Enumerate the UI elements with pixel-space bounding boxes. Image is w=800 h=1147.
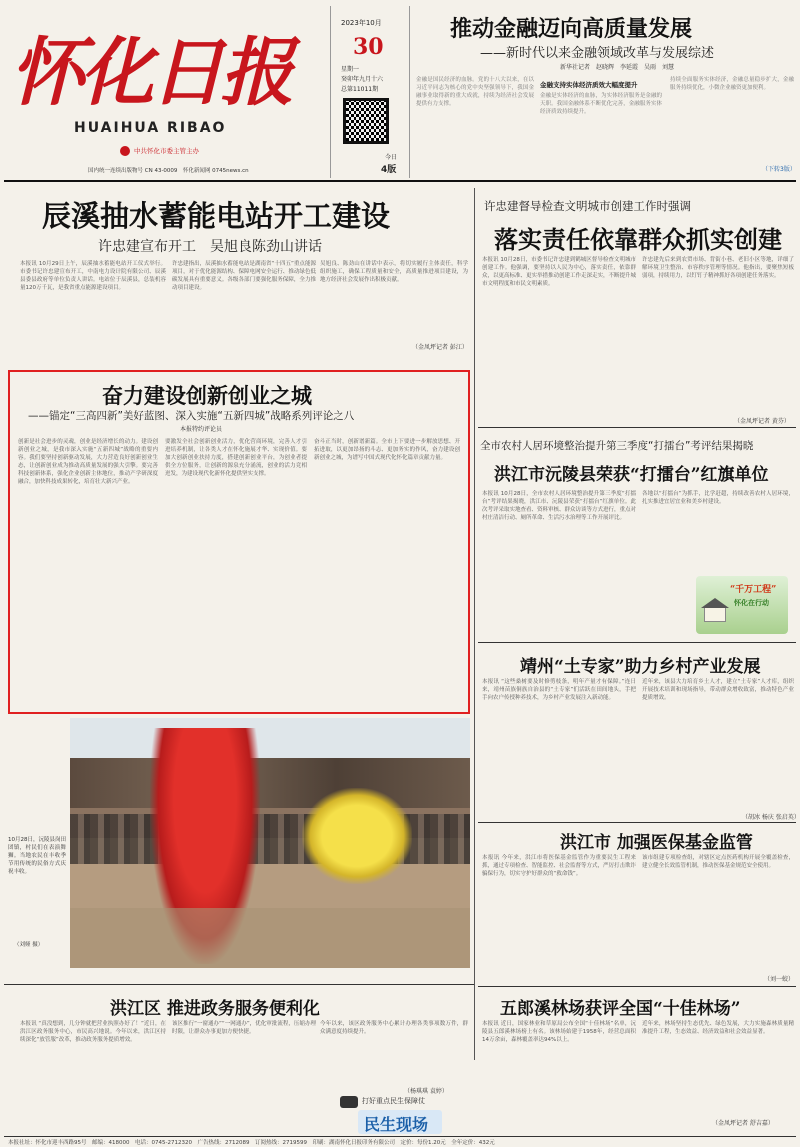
headline2-title: 落实责任依靠群众抓实创建 (494, 225, 782, 254)
service-byline: （杨琪琪 袁婷） (404, 1088, 448, 1095)
slogan-main: “千万工程” (730, 585, 777, 595)
lunar-date: 癸卯年九月十六 (341, 76, 384, 83)
experts-body-col2: 近年来，该县大力培育乡土人才，建立“土专家”人才库，组织开展技术培训和现场指导，带动群众增收致富，推动特色产业提质增效。 (642, 679, 794, 701)
yellow-lion-icon (302, 788, 412, 884)
village-roof-icon (701, 598, 729, 608)
commentary-body-col2: 要激发全社会创新创业活力，优化营商环境，完善人才引进培养机制，让各类人才在怀化施展才华、实现价值。要加大创新创业扶持力度，搭建创新创业平台，为创业者提供全方位服务，让创新的源泉充分涌流，创业的活力竞相迸发，为建设现代化新怀化提供坚实支撑。 (165, 439, 307, 477)
commentary-subtitle: ——锚定“三高四新”美好蓝图、深入实施“五新四城”战略系列评论之八 (28, 410, 355, 422)
experts-body-col1: 本报讯 “这些桑树要及时修剪枝条，明年产量才有保障。”连日来，靖州苗族侗族自治县的“土专家”们活跃在田间地头，手把手向农户传授种养技术，为乡村产业发展注入新动能。 (482, 679, 636, 701)
commentary-author: 本报特约评论员 (180, 426, 223, 433)
experts-title: 靖州“土专家”助力乡村产业发展 (520, 657, 761, 677)
banner-top: 打好重点民生保障仗 (362, 1097, 425, 1105)
award-kicker: 全市农村人居环境整治提升第三季度“打擂台”考评结果揭晓 (480, 440, 754, 452)
lead-story-title: 推动金融迈向高质量发展 (450, 16, 693, 42)
lead-story-byline: 新华社记者 赵晓辉 李延霞 吴雨 刘慧 (560, 64, 675, 71)
issn-line: 国内统一连续出版物号 CN 43-0009 怀化新闻网 0745news.cn (88, 168, 249, 174)
lead-story-body-col1: 金融是国民经济的血脉。党的十八大以来，在以习近平同志为核心的党中央坚强领导下，我国金融事业取得新的重大成就，持续为经济社会发展提供有力支撑。 (416, 77, 534, 107)
medical-body-col1: 本报讯 今年来，洪江市将医保基金监管作为重要民生工程来抓，通过专项检查、智能监控、社会监督等方式，严厉打击欺诈骗保行为，切实守护好群众的“救命钱”。 (482, 855, 636, 877)
service-body-col3: 今年以来，该区政务服务中心累计办理各类事项数万件，群众满意度持续提升。 (320, 1021, 468, 1035)
date-day: 30 (353, 34, 384, 60)
commentary-body-col3: 奋斗正当时，创新谱新篇。全市上下要进一步解放思想、开拓进取，以更加昂扬的斗志、更加务实的作风，奋力建设创新创业之城，为谱写中国式现代化怀化篇章贡献力量。 (314, 439, 460, 461)
lead-story-body-col3: 持续全面服务实体经济，金融总量稳步扩大，金融服务持续优化，小微企业融资更加便利。 (670, 77, 794, 91)
headline2-body-col1: 本报讯 10月28日，市委书记许忠建到鹤城区督导检查文明城市创建工作。他强调，要坚持以人民为中心，落实责任，依靠群众，以更高标准、更实举措推动创建工作走深走实，不断提升城市文明程度和市民文明素质。 (482, 257, 636, 287)
service-body-col2: 该区推行“一窗通办”“一网通办”，优化审批流程，压缩办理时限，让群众办事更加方便快捷。 (172, 1021, 316, 1035)
newspaper-pinyin: HUAIHUA RIBAO (74, 120, 227, 136)
award-body-col2: 各地以“打擂台”为抓手，比学赶超，持续改善农村人居环境，扎实推进宜居宜业和美乡村建设。 (642, 491, 794, 505)
photo-credit: （刘娅 摄） (14, 942, 44, 948)
masthead (0, 0, 800, 182)
commentary-body-col1: 创新是社会进步的灵魂，创业是经济增长的动力。建设创新创业之城，是我市深入实施“五新四城”战略的重要内容。我们要坚持创新驱动发展，大力营造良好创新创业生态，让创新创业成为推动高质量发展的强大引擎。要完善科技创新体系，强化企业创新主体地位，推动产学研深度融合，加快科技成果转化，培育壮大新兴产业。 (18, 439, 158, 485)
publisher: 中共怀化市委主管主办 (134, 147, 199, 155)
experts-byline: （胡冰 杨庆 张启英） (742, 814, 800, 821)
qr-code-icon (343, 98, 389, 144)
pages-label: 今日 (385, 154, 398, 161)
ground (70, 908, 470, 968)
medical-title: 洪江市 加强医保基金监管 (560, 833, 753, 853)
forest-body-col2: 近年来，林场坚持生态优先、绿色发展，大力实施森林质量精准提升工程，生态效益、经济效益和社会效益显著。 (642, 1021, 794, 1035)
forest-byline: （金凤坪记者 舒吉嘉） (712, 1120, 774, 1127)
lead-story-subtitle: ——新时代以来金融领域改革与发展综述 (480, 46, 715, 61)
weekday: 星期一 (341, 66, 360, 73)
award-body-col1: 本报讯 10月28日，全市农村人居环境整治提升第三季度“打擂台”考评结果揭晓，洪江市、沅陵县荣获“打擂台”红旗单位。此次考评采取实地查看、资料审核、群众访谈等方式进行，重点对村庄清洁行动、厕所革命、生活污水治理等工作开展评比。 (482, 491, 636, 521)
award-illustration (696, 576, 788, 634)
slogan-sub: 怀化在行动 (734, 599, 769, 607)
party-emblem-icon (120, 146, 130, 156)
lead-story-continue: （下转3版） (762, 166, 796, 173)
newspaper-logo: 怀化日报 (10, 30, 290, 116)
headline1-body-col3: 吴旭良、陈劲山在讲话中表示，将切实履行主体责任，科学组织施工，确保工程质量和安全，高质量推进项目建设，为地方经济社会发展作出积极贡献。 (320, 261, 468, 283)
photo-caption: 10月28日，沅陵县岗田团镇，村民们在表演舞狮。当地农民在丰收季节用传统的民俗方式庆祝丰收。 (8, 837, 66, 875)
headline2-byline: （金凤坪记者 黄芬） (734, 418, 790, 425)
award-title: 洪江市沅陵县荣获“打擂台”红旗单位 (494, 465, 769, 485)
medical-body-col2: 该市组建专项检查组，对辖区定点医药机构开展全覆盖检查，建立健全长效监管机制，推动医保基金规范安全使用。 (642, 855, 794, 869)
headline2-body-col2: 许忠建先后来到农贸市场、背街小巷、老旧小区等地，详细了解环境卫生整治、市容秩序管理等情况。他指出，要聚焦短板弱项，持续用力，以钉钉子精神抓好各项创建任务落实。 (642, 257, 794, 279)
commentary-title: 奋力建设创新创业之城 (102, 383, 312, 408)
banner-main: 民生现场 (364, 1115, 429, 1134)
commentary-box (8, 370, 470, 714)
lead-story-body-col2: 金融是实体经济的血脉，为实体经济服务是金融的天职。我国金融体系不断优化完善，金融服务实体经济质效持续提升。 (540, 93, 662, 115)
camera-icon (340, 1096, 358, 1108)
headline1-body-col1: 本报讯 10月29日上午，辰溪抽水蓄能电站开工仪式举行。市委书记许忠建宣布开工，中南电力设计院有限公司、辰溪县委县政府等单位负责人讲话。电站位于辰溪县，总装机容量120万千瓦，是我省重点能源建设项目。 (20, 261, 166, 291)
headline1-body-col2: 许忠建指出，辰溪抽水蓄能电站是湖南省“十四五”重点能源项目，对于优化能源结构、保障电网安全运行、推动绿色低碳发展具有重要意义。各级各部门要强化服务保障，全力推动项目建设。 (172, 261, 316, 291)
forest-title: 五郎溪林场获评全国“十佳林场” (500, 999, 741, 1019)
date-box (330, 6, 410, 178)
minsheng-banner (338, 1094, 458, 1140)
issue-number: 总第11011期 (341, 86, 379, 93)
footer-info: 本报社址：怀化市迎丰西路95号 邮编：418000 电话：0745-2712320 广告热线：2712089 订阅热线：2719599 印刷：湖南怀化日报印务有限公司 定价：每份1.20元 全年定价：432元 (8, 1140, 495, 1146)
headline1-subtitle: 许忠建宣布开工 吴旭良陈劲山讲话 (98, 239, 322, 255)
lion-dance-photo (70, 718, 470, 968)
headline1-title: 辰溪抽水蓄能电站开工建设 (42, 199, 391, 233)
forest-body-col1: 本报讯 近日，国家林业和草原局公布全国“十佳林场”名单，沅陵县五郎溪林场榜上有名。该林场始建于1958年，经营总面积14万余亩，森林覆盖率达94%以上。 (482, 1021, 636, 1043)
medical-byline: （刘一蛟） (764, 976, 795, 983)
service-title: 洪江区 推进政务服务便利化 (110, 999, 320, 1019)
service-body-col1: 本报讯 “真没想到，几分钟就把营业执照办好了！”近日，在洪江区政务服务中心，市民高兴地说。今年以来，洪江区持续深化“放管服”改革，推动政务服务提质增效。 (20, 1021, 166, 1043)
pages-count: 4版 (381, 165, 397, 175)
lead-story-box-title: 金融支持实体经济质效大幅度提升 (540, 81, 638, 89)
headline1-byline: （金凤坪记者 彭江） (412, 344, 468, 351)
village-house-icon (704, 606, 726, 622)
headline2-kicker: 许忠建督导检查文明城市创建工作时强调 (484, 199, 691, 213)
date-year-month: 2023年10月 (341, 19, 382, 27)
